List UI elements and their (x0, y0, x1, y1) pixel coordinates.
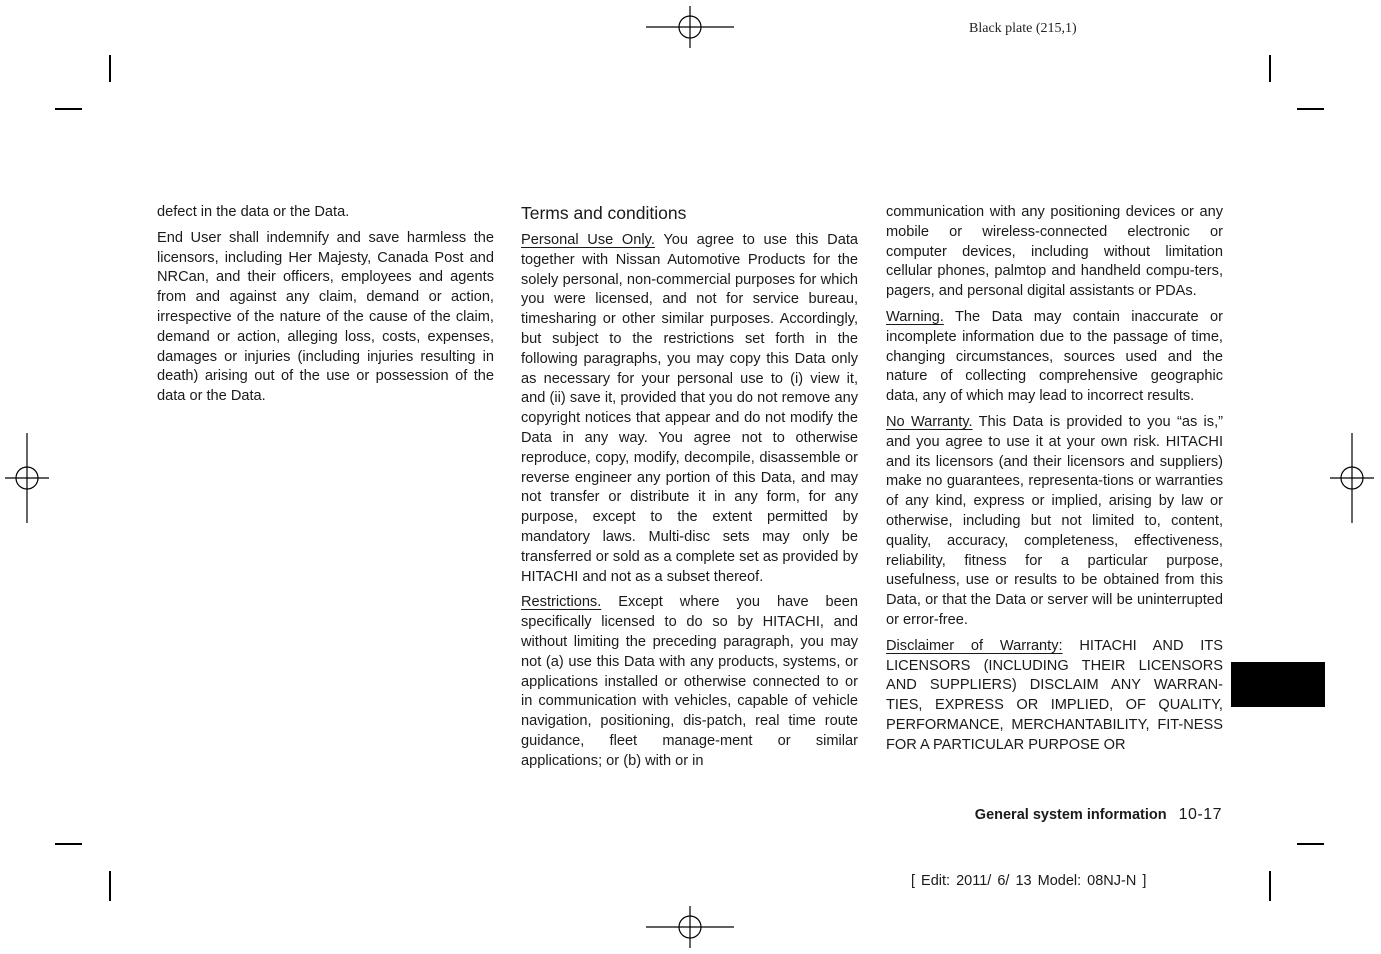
registration-mark-right-icon (1330, 433, 1374, 523)
no-warranty-title: No Warranty. (886, 413, 973, 430)
paragraph-warning (886, 308, 1223, 407)
footer-section-title: General system information (974, 807, 1167, 823)
disclaimer-title: Disclaimer of Warranty: (886, 637, 1063, 654)
section-heading: Terms and conditions (521, 203, 687, 223)
edit-info: [ Edit: 2011/ 6/ 13 Model: 08NJ-N ] (911, 873, 1147, 889)
paragraph-defect: defect in the data or the Data. (157, 204, 350, 220)
paragraph-communication: communication with any positioning devices or any mobile or wireless-connected electronic or computer devices, including without limitation cellular phones, palmtop and handheld compu-ters, pagers, and personal digital assistants or PDAs. (886, 204, 1223, 300)
registration-mark-bottom-icon (646, 906, 734, 948)
crop-mark-top-left-horizontal (55, 108, 82, 110)
paragraph-personal-use (521, 231, 858, 587)
disclaimer-body: HITACHI AND ITS LICENSORS (INCLUDING THEIR LICENSORS AND SUPPLIERS) DISCLAIM ANY WARRAN-TIES, EXPRESS OR IMPLIED, OF QUALITY, PERFORMANCE, MERCHANTABILITY, FIT-NESS FOR A PARTICULAR PURPOSE OR (886, 637, 1223, 753)
crop-mark-bottom-right-horizontal (1297, 843, 1324, 845)
personal-use-title: Personal Use Only. (521, 232, 655, 248)
crop-mark-top-right-vertical (1269, 55, 1271, 82)
plate-label: Black plate (215,1) (969, 21, 1077, 36)
paragraph-disclaimer (886, 637, 1223, 756)
paragraph-restrictions (521, 593, 858, 771)
paragraph-no-warranty (886, 413, 1223, 631)
column-left (157, 203, 494, 413)
restrictions-body: Except where you have been specifically licensed to do so by HITACHI, and without limiting the preceding paragraph, you may not (a) use this Data with any products, systems, or applications installed or otherwise connected to or in communication with vehicles, capable of vehicle navigation, positioning, dis-patch, real time route guidance, fleet manage-ment or similar applications; or (b) with or in (521, 594, 858, 769)
crop-mark-top-left-vertical (109, 55, 111, 82)
chapter-tab (1231, 662, 1325, 707)
registration-mark-top-icon (646, 6, 734, 48)
restrictions-title: Restrictions. (521, 594, 602, 611)
crop-mark-bottom-right-vertical (1269, 871, 1271, 901)
warning-body: The Data may contain inaccurate or incomplete information due to the passage of time, changing circumstances, sources used and the nature of collecting comprehensive geographic data, any of which may lead to incorrect results. (886, 308, 1223, 405)
personal-use-body: You agree to use this Data together with Nissan Automotive Products for the solely personal, non-commercial purposes for which you were licensed, and not for service bureau, timesharing or other similar purposes. Accordingly, but subject to the restrictions set forth in the following paragraphs, you may copy this Data only as necessary for your personal use to (i) view it, and (ii) save it, provided that you do not remove any copyright notices that appear and do not modify the Data in any way. You agree not to otherwise reproduce, copy, modify, decompile, disassemble or reverse engineer any portion of this Data, and may not transfer or distribute it in any form, for any purpose, except to the extent permitted by mandatory laws. Multi-disc sets may only be transferred or sold as a complete set as provided by HITACHI and not as a subset thereof. (521, 232, 858, 585)
warning-title: Warning. (886, 308, 944, 325)
crop-mark-top-right-horizontal (1297, 108, 1324, 110)
column-middle (521, 203, 858, 778)
paragraph-indemnify: End User shall indemnify and save harmless the licensors, including Her Majesty, Canada Post and NRCan, and their officers, employees and agents from and against any claim, demand or action, irrespective of the nature of the cause of the claim, demand or action, alleging loss, costs, expenses, damages or injuries (including injuries resulting in death) arising out of the use or possession of the data or the Data. (157, 229, 494, 405)
registration-mark-left-icon (5, 433, 49, 523)
page-number: 10-17 (1178, 806, 1222, 823)
crop-mark-bottom-left-horizontal (55, 843, 82, 845)
no-warranty-body: This Data is provided to you “as is,” and you agree to use it at your own risk. HITACHI and its licensors (and their licensors and suppliers) make no guarantees, representa-tions or warranties of any kind, express or implied, arising by law or otherwise, including but not limited to, content, quality, accuracy, completeness, effectiveness, reliability, fitness for a particular purpose, usefulness, use or results to be obtained from this Data, or that the Data or server will be uninterrupted or error-free. (886, 413, 1223, 628)
crop-mark-bottom-left-vertical (109, 871, 111, 901)
page-footer (900, 806, 1222, 824)
column-right (886, 203, 1223, 762)
